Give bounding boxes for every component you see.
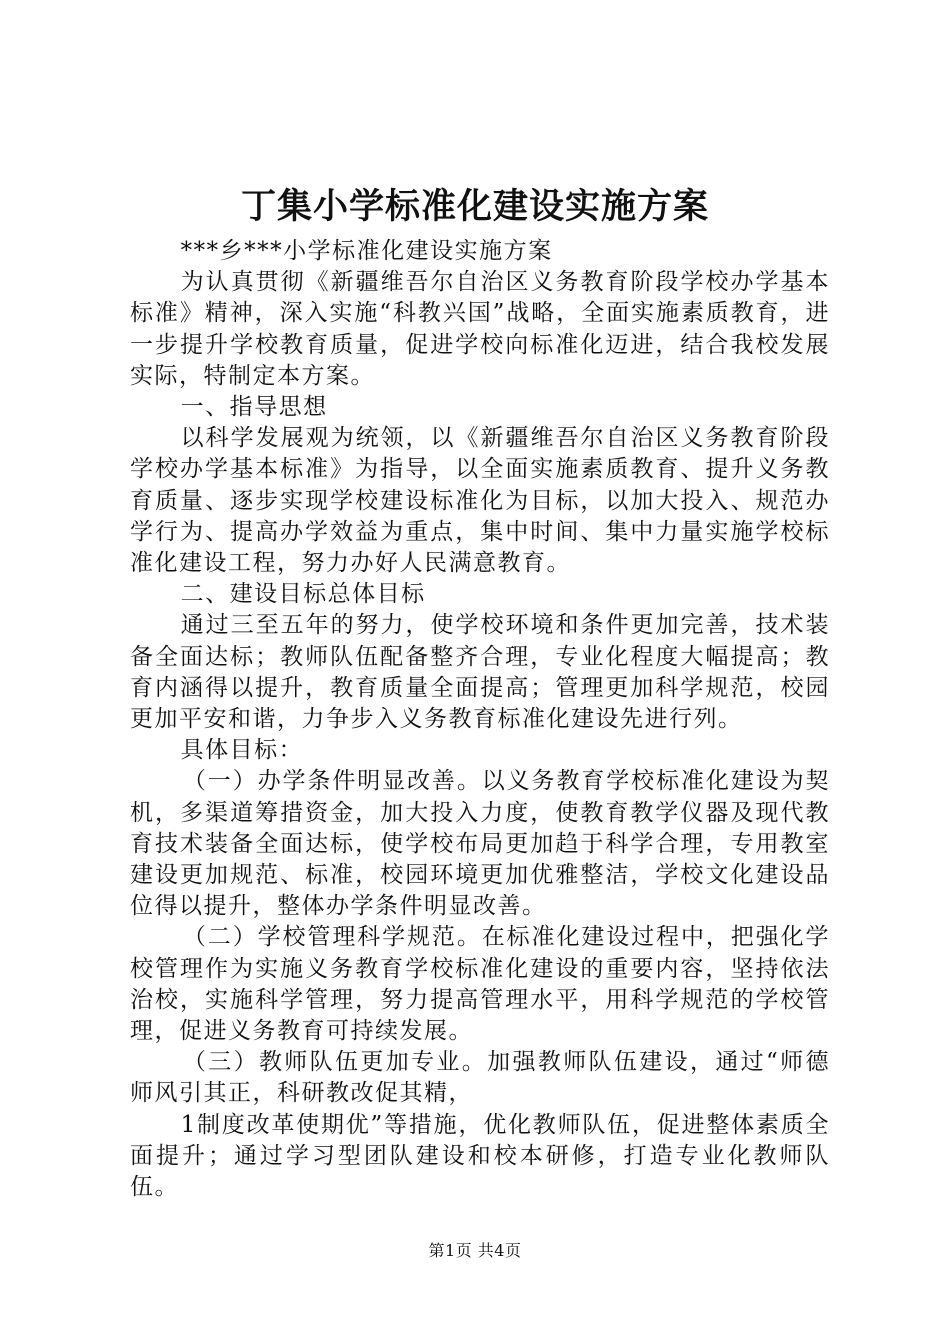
- heading-construction-goals: 二、建设目标总体目标: [180, 581, 426, 608]
- paragraph-overall-goals: 通过三至五年的努力，使学校环境和条件更加完善，技术装备全面达标；教师队伍配备整齐合理，专业化程度大幅提高；教育内涵得以提升，教育质量全面提高；管理更加科学规范，校园更加平安和谐，力争步入义务教育标准化建设先进行列。: [130, 612, 830, 733]
- paragraph-goal-1: （一）办学条件明显改善。以义务教育学校标准化建设为契机，多渠道筹措资金，加大投入力度，使教育教学仪器及现代教育技术装备全面达标，使学校布局更加趋于科学合理，专用教室建设更加规范、标准，校园环境更加优雅整洁，学校文化建设品位得以提升，整体办学条件明显改善。: [130, 768, 830, 920]
- heading-guiding-ideology: 一、指导思想: [180, 394, 328, 421]
- paragraph-intro: 为认真贯彻《新疆维吾尔自治区义务教育阶段学校办学基本标准》精神，深入实施“科教兴国”战略，全面实施素质教育，进一步提升学校教育质量，促进学校向标准化迈进，结合我校发展实际，特制定本方案。: [130, 269, 830, 389]
- document-body: [130, 236, 830, 1203]
- paragraph-goal-3: （三）教师队伍更加专业。加强教师队伍建设，通过“师德师风引其正，科研教改促其精，: [130, 1049, 830, 1107]
- paragraph-goal-2: （二）学校管理科学规范。在标准化建设过程中，把强化学校管理作为实施义务教育学校标准化建设的重要内容，坚持依法治校，实施科学管理，努力提高管理水平，用科学规范的学校管理，促进义务教育可持续发展。: [130, 924, 830, 1045]
- paragraph-subtitle: ***乡***小学标准化建设实施方案: [180, 238, 553, 264]
- page-number-footer: 第1页 共4页: [428, 1241, 522, 1260]
- document-title: 丁集小学标准化建设实施方案: [240, 186, 709, 227]
- paragraph-goal-3-continued: 1制度改革使期优”等措施，优化教师队伍，促进整体素质全面提升；通过学习型团队建设和校本研修，打造专业化教师队伍。: [130, 1111, 830, 1201]
- heading-specific-goals: 具体目标：: [180, 737, 304, 764]
- paragraph-guiding-ideology: 以科学发展观为统领，以《新疆维吾尔自治区义务教育阶段学校办学基本标准》为指导，以全面实施素质教育、提升义务教育质量、逐步实现学校建设标准化为目标，以加大投入、规范办学行为、提高办学效益为重点，集中时间、集中力量实施学校标准化建设工程，努力办好人民满意教育。: [130, 425, 830, 577]
